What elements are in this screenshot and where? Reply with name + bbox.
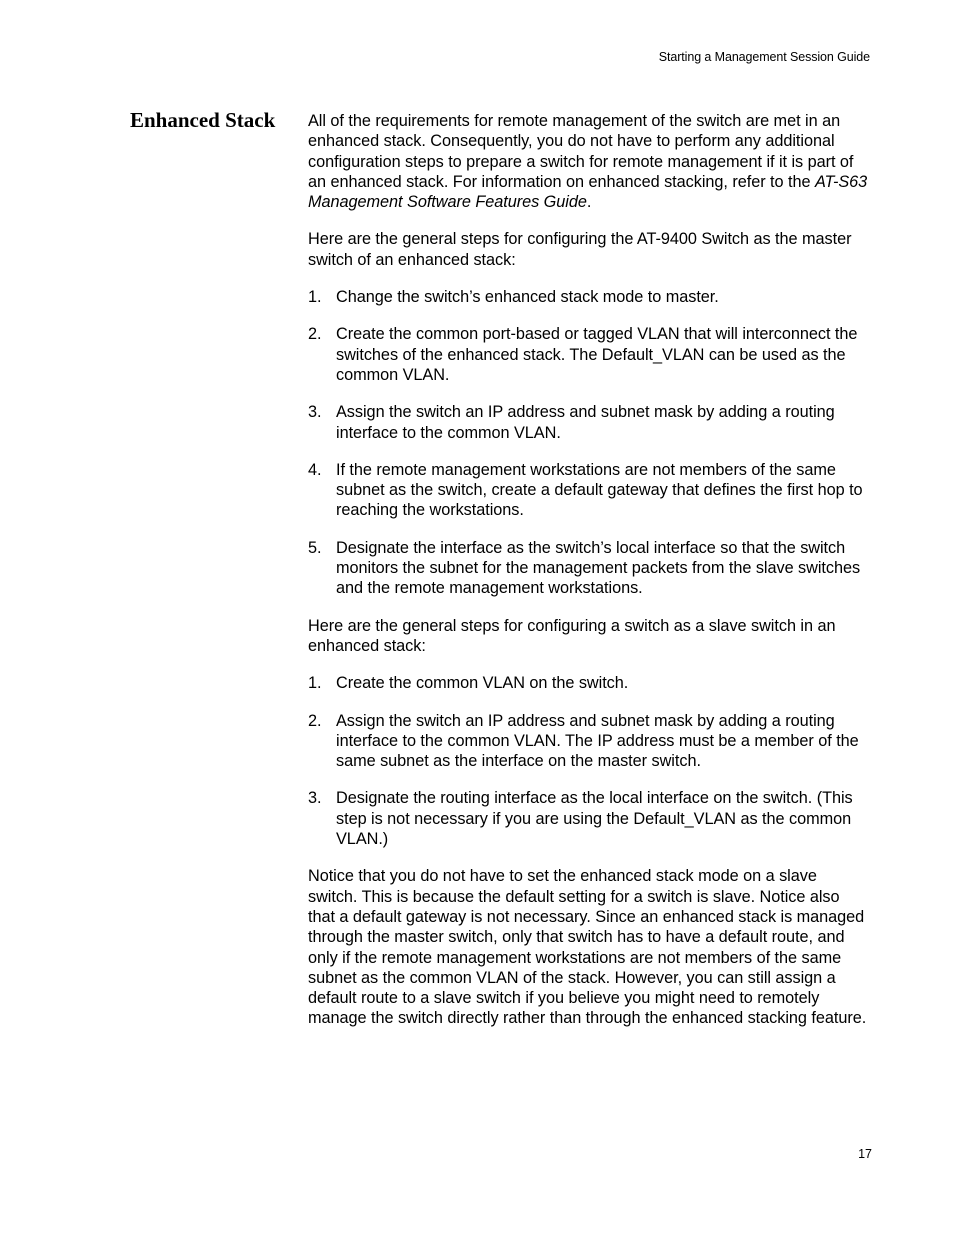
list-item — [308, 402, 870, 443]
step-number: 4. — [308, 460, 322, 479]
list-item — [308, 287, 870, 307]
step-text: If the remote management workstations are not members of the same subnet as the switch, create a default gateway that defines the first hop to reaching the workstations. — [336, 460, 863, 520]
step-number: 3. — [308, 789, 322, 808]
list-item — [308, 788, 870, 849]
step-number: 1. — [308, 288, 322, 307]
list-item — [308, 711, 870, 772]
step-number: 3. — [308, 403, 322, 422]
step-text: Designate the routing interface as the local interface on the switch. (This step is not necessary if you are using the Default_VLAN as the common VLAN.) — [336, 789, 853, 849]
page-number: 17 — [858, 1147, 872, 1161]
list-item — [308, 460, 870, 521]
body-column — [308, 111, 870, 1046]
list-item — [308, 538, 870, 599]
running-header: Starting a Management Session Guide — [658, 50, 870, 64]
step-text: Create the common VLAN on the switch. — [336, 674, 629, 693]
step-text: Designate the interface as the switch’s local interface so that the switch monitors the subnet for the management packets from the slave switches and the remote management workstations. — [336, 538, 861, 598]
list-item — [308, 324, 870, 385]
master-steps-list — [308, 287, 870, 599]
step-text: Change the switch’s enhanced stack mode to master. — [336, 288, 719, 307]
step-number: 2. — [308, 711, 322, 730]
closing-paragraph: Notice that you do not have to set the enhanced stack mode on a slave switch. This is because the default setting for a switch is slave. Notice also that a default gateway is not necessary. Since an enhanced stack is managed through the master switch, only that switch has to have a default route, and only if the remote management workstations are not members of the same subnet as the common VLAN of the stack. However, you can still assign a default route to a slave switch if you believe you might need to remotely manage the switch directly rather than through the enhanced stacking feature. — [308, 867, 867, 1028]
section-heading: Enhanced Stack — [130, 108, 276, 132]
step-number: 5. — [308, 538, 322, 557]
slave-lead-paragraph: Here are the general steps for configuring a switch as a slave switch in an enhanced stack: — [308, 616, 836, 655]
slave-steps-list — [308, 673, 870, 849]
step-number: 1. — [308, 674, 322, 693]
step-text: Assign the switch an IP address and subnet mask by adding a routing interface to the common VLAN. The IP address must be a member of the same subnet as the interface on the master switch. — [336, 711, 859, 771]
master-lead-paragraph: Here are the general steps for configuring the AT-9400 Switch as the master switch of an enhanced stack: — [308, 230, 852, 269]
step-text: Create the common port-based or tagged VLAN that will interconnect the switches of the enhanced stack. The Default_VLAN can be used as the common VLAN. — [336, 325, 858, 384]
step-number: 2. — [308, 325, 322, 344]
intro-text: All of the requirements for remote management of the switch are met in an enhanced stack. Consequently, you do not have to perform any additional configuration steps to prepare a switch for remote management if it is part of an enhanced stack. For information on enhanced stacking, refer to the — [308, 112, 854, 191]
reference-title: AT-S63 Management Software Features Guide — [308, 172, 868, 212]
list-item — [308, 673, 870, 693]
step-text: Assign the switch an IP address and subnet mask by adding a routing interface to the common VLAN. — [336, 403, 835, 442]
intro-paragraph — [308, 111, 870, 212]
intro-end: . — [586, 193, 592, 212]
